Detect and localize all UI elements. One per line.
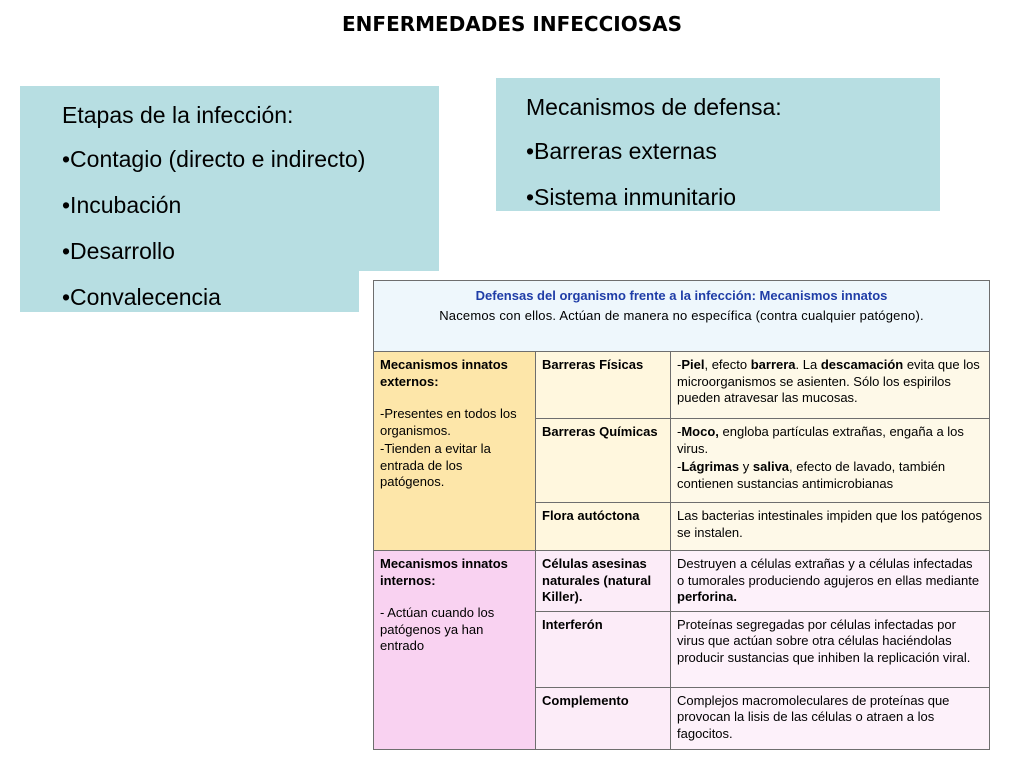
mechanism-description [671,611,990,687]
mechanism-description [671,503,990,551]
stage-item: •Contagio (directo e indirecto) [62,146,366,172]
text-run: - [677,459,682,474]
internal-mechanisms-cell [374,551,536,750]
text-run: - [677,424,682,439]
bold-term: Lágrimas [681,459,740,474]
innate-defenses-table-panel [359,271,993,739]
mechanism-name: Barreras Físicas [536,352,671,419]
stage-item: •Incubación [62,192,182,218]
mechanism-description [671,687,990,749]
table-header [374,281,990,352]
mechanism-name: Interferón [536,611,671,687]
table-title: Defensas del organismo frente a la infección: Mecanismos innatos [475,288,888,303]
slide-title: ENFERMEDADES INFECCIOSAS [342,12,682,36]
text-run: , efecto de lavado, también contienen sustancias antimicrobianas [677,459,946,491]
mechanism-description [671,419,990,503]
bold-term: barrera [750,357,796,372]
text-run: engloba partículas extrañas, engaña a los virus. [677,424,964,456]
bold-term: perforina. [677,589,737,604]
defense-mechanisms-box [496,78,940,211]
mechanism-name: Barreras Químicas [536,419,671,503]
external-mechanisms-cell [374,352,536,551]
text-run: y [739,459,753,474]
bold-term: saliva [752,459,790,474]
bold-term: Piel [681,357,705,372]
text-run: Las bacterias intestinales impiden que los patógenos se instalen. [677,508,982,540]
mechanism-description [671,551,990,612]
defense-item: •Sistema inmunitario [526,184,737,210]
mechanism-name: Flora autóctona [536,503,671,551]
external-note: -Presentes en todos los organismos. [380,406,517,438]
text-run: - [677,357,682,372]
bold-term: descamación [820,357,904,372]
text-run: . La [795,357,821,372]
table-subtitle: Nacemos con ellos. Actúan de manera no específica (contra cualquier patógeno). [439,307,924,323]
text-run: Destruyen a células extrañas y a células infectadas o tumorales produciendo agujeros en ellas mediante [677,556,980,588]
mechanism-name: Complemento [536,687,671,749]
external-label: Mecanismos innatos externos: [380,357,508,389]
internal-label: Mecanismos innatos internos: [380,556,508,588]
internal-note: - Actúan cuando los patógenos ya han entrado [380,605,495,653]
text-run: Complejos macromoleculares de proteínas que provocan la lisis de las células o atraen a los fagocitos. [677,692,950,741]
defense-item: •Barreras externas [526,138,717,164]
mechanism-description [671,352,990,419]
defense-heading: Mecanismos de defensa: [526,94,782,120]
external-note: -Tienden a evitar la entrada de los patógenos. [380,441,491,489]
text-run: , efecto [704,357,751,372]
stages-heading: Etapas de la infección: [62,102,294,128]
text-run: evita que los microorganismos se asienten. Sólo los espirilos pueden atravesar las mucosas. [677,357,980,405]
bold-term: Moco, [681,424,719,439]
stage-item: •Convalecencia [62,284,221,310]
stage-item: •Desarrollo [62,238,175,264]
mechanism-name: Células asesinas naturales (natural Killer). [536,551,671,612]
innate-defenses-table [373,280,990,750]
text-run: Proteínas segregadas por células infectadas por virus que actúan sobre otra células haciéndolas producir sustancias que inhiben la replicación viral. [677,616,971,665]
